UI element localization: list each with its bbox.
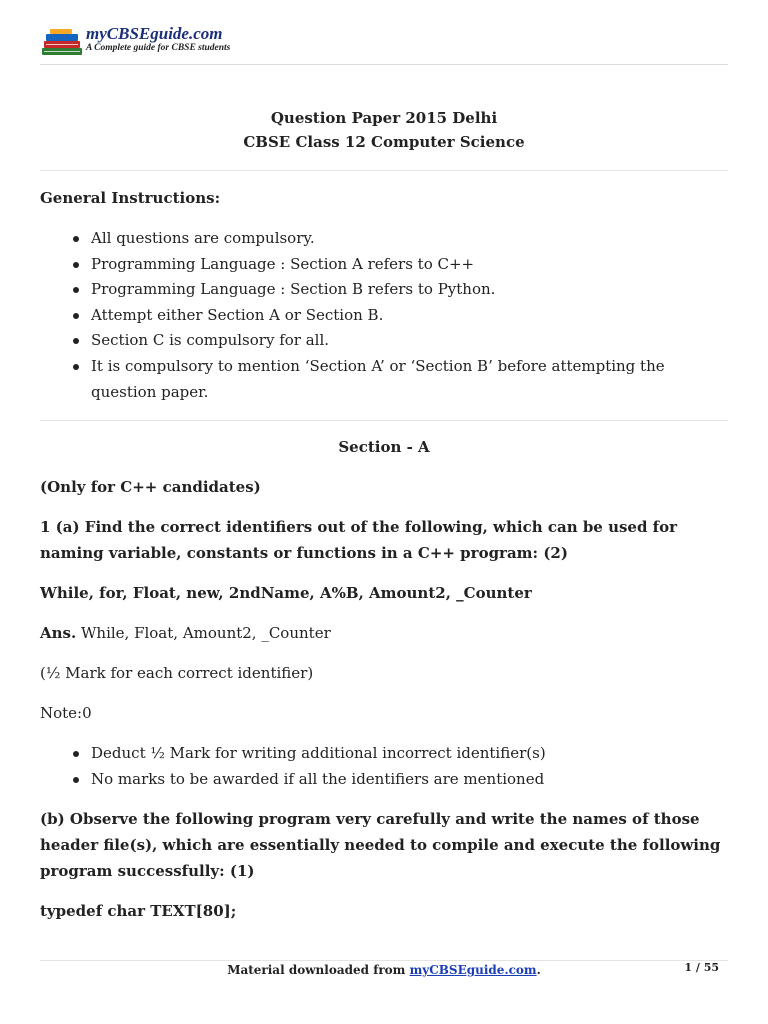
marking-scheme: (½ Mark for each correct identifier)	[40, 664, 314, 682]
code-line: typedef char TEXT[80];	[40, 902, 237, 920]
list-item: Attempt either Section A or Section B.	[40, 303, 728, 329]
logo-title: myCBSEguide.com	[86, 24, 223, 43]
page-header	[40, 24, 728, 65]
divider	[40, 420, 728, 421]
answer-1a	[40, 620, 728, 646]
section-title: Section - A	[338, 438, 430, 456]
list-item: Programming Language : Section A refers to C++	[40, 252, 728, 278]
list-item: Section C is compulsory for all.	[40, 328, 728, 354]
books-icon	[40, 28, 84, 58]
list-item: All questions are compulsory.	[40, 226, 728, 252]
footer-suffix: .	[536, 963, 541, 977]
list-item: It is compulsory to mention ‘Section A’ or ‘Section B’ before attempting the question paper.	[40, 354, 728, 405]
logo-subtitle: A Complete guide for CBSE students	[86, 43, 231, 53]
list-item: Deduct ½ Mark for writing additional incorrect identifier(s)	[40, 741, 728, 767]
section-note: (Only for C++ candidates)	[40, 478, 261, 496]
footer-divider	[40, 960, 728, 961]
answer-label: Ans.	[40, 624, 77, 642]
answer-text: While, Float, Amount2, _Counter	[76, 624, 331, 642]
list-item: No marks to be awarded if all the identifiers are mentioned	[40, 767, 728, 793]
instructions-list	[40, 226, 728, 405]
page-number: 1 / 55	[684, 961, 719, 974]
note-list	[40, 741, 728, 792]
footer-link[interactable]: myCBSEguide.com	[409, 963, 537, 977]
question-1b: (b) Observe the following program very carefully and write the names of those header file(s), which are essentially needed to compile and execute the following program successfully: (1)	[40, 810, 721, 880]
note-label: Note:0	[40, 704, 92, 722]
divider	[40, 170, 728, 171]
footer-prefix: Material downloaded from	[227, 963, 410, 977]
question-1a: 1 (a) Find the correct identifiers out of the following, which can be used for naming variable, constants or functions in a C++ program: (2)	[40, 518, 678, 562]
question-1a-options: While, for, Float, new, 2ndName, A%B, Amount2, _Counter	[40, 584, 532, 602]
site-logo[interactable]	[40, 24, 250, 60]
title-line-2: CBSE Class 12 Computer Science	[243, 133, 525, 151]
title-line-1: Question Paper 2015 Delhi	[270, 109, 498, 127]
page-footer	[40, 963, 728, 977]
document-title	[40, 106, 728, 154]
instructions-heading: General Instructions:	[40, 189, 221, 207]
list-item: Programming Language : Section B refers to Python.	[40, 277, 728, 303]
